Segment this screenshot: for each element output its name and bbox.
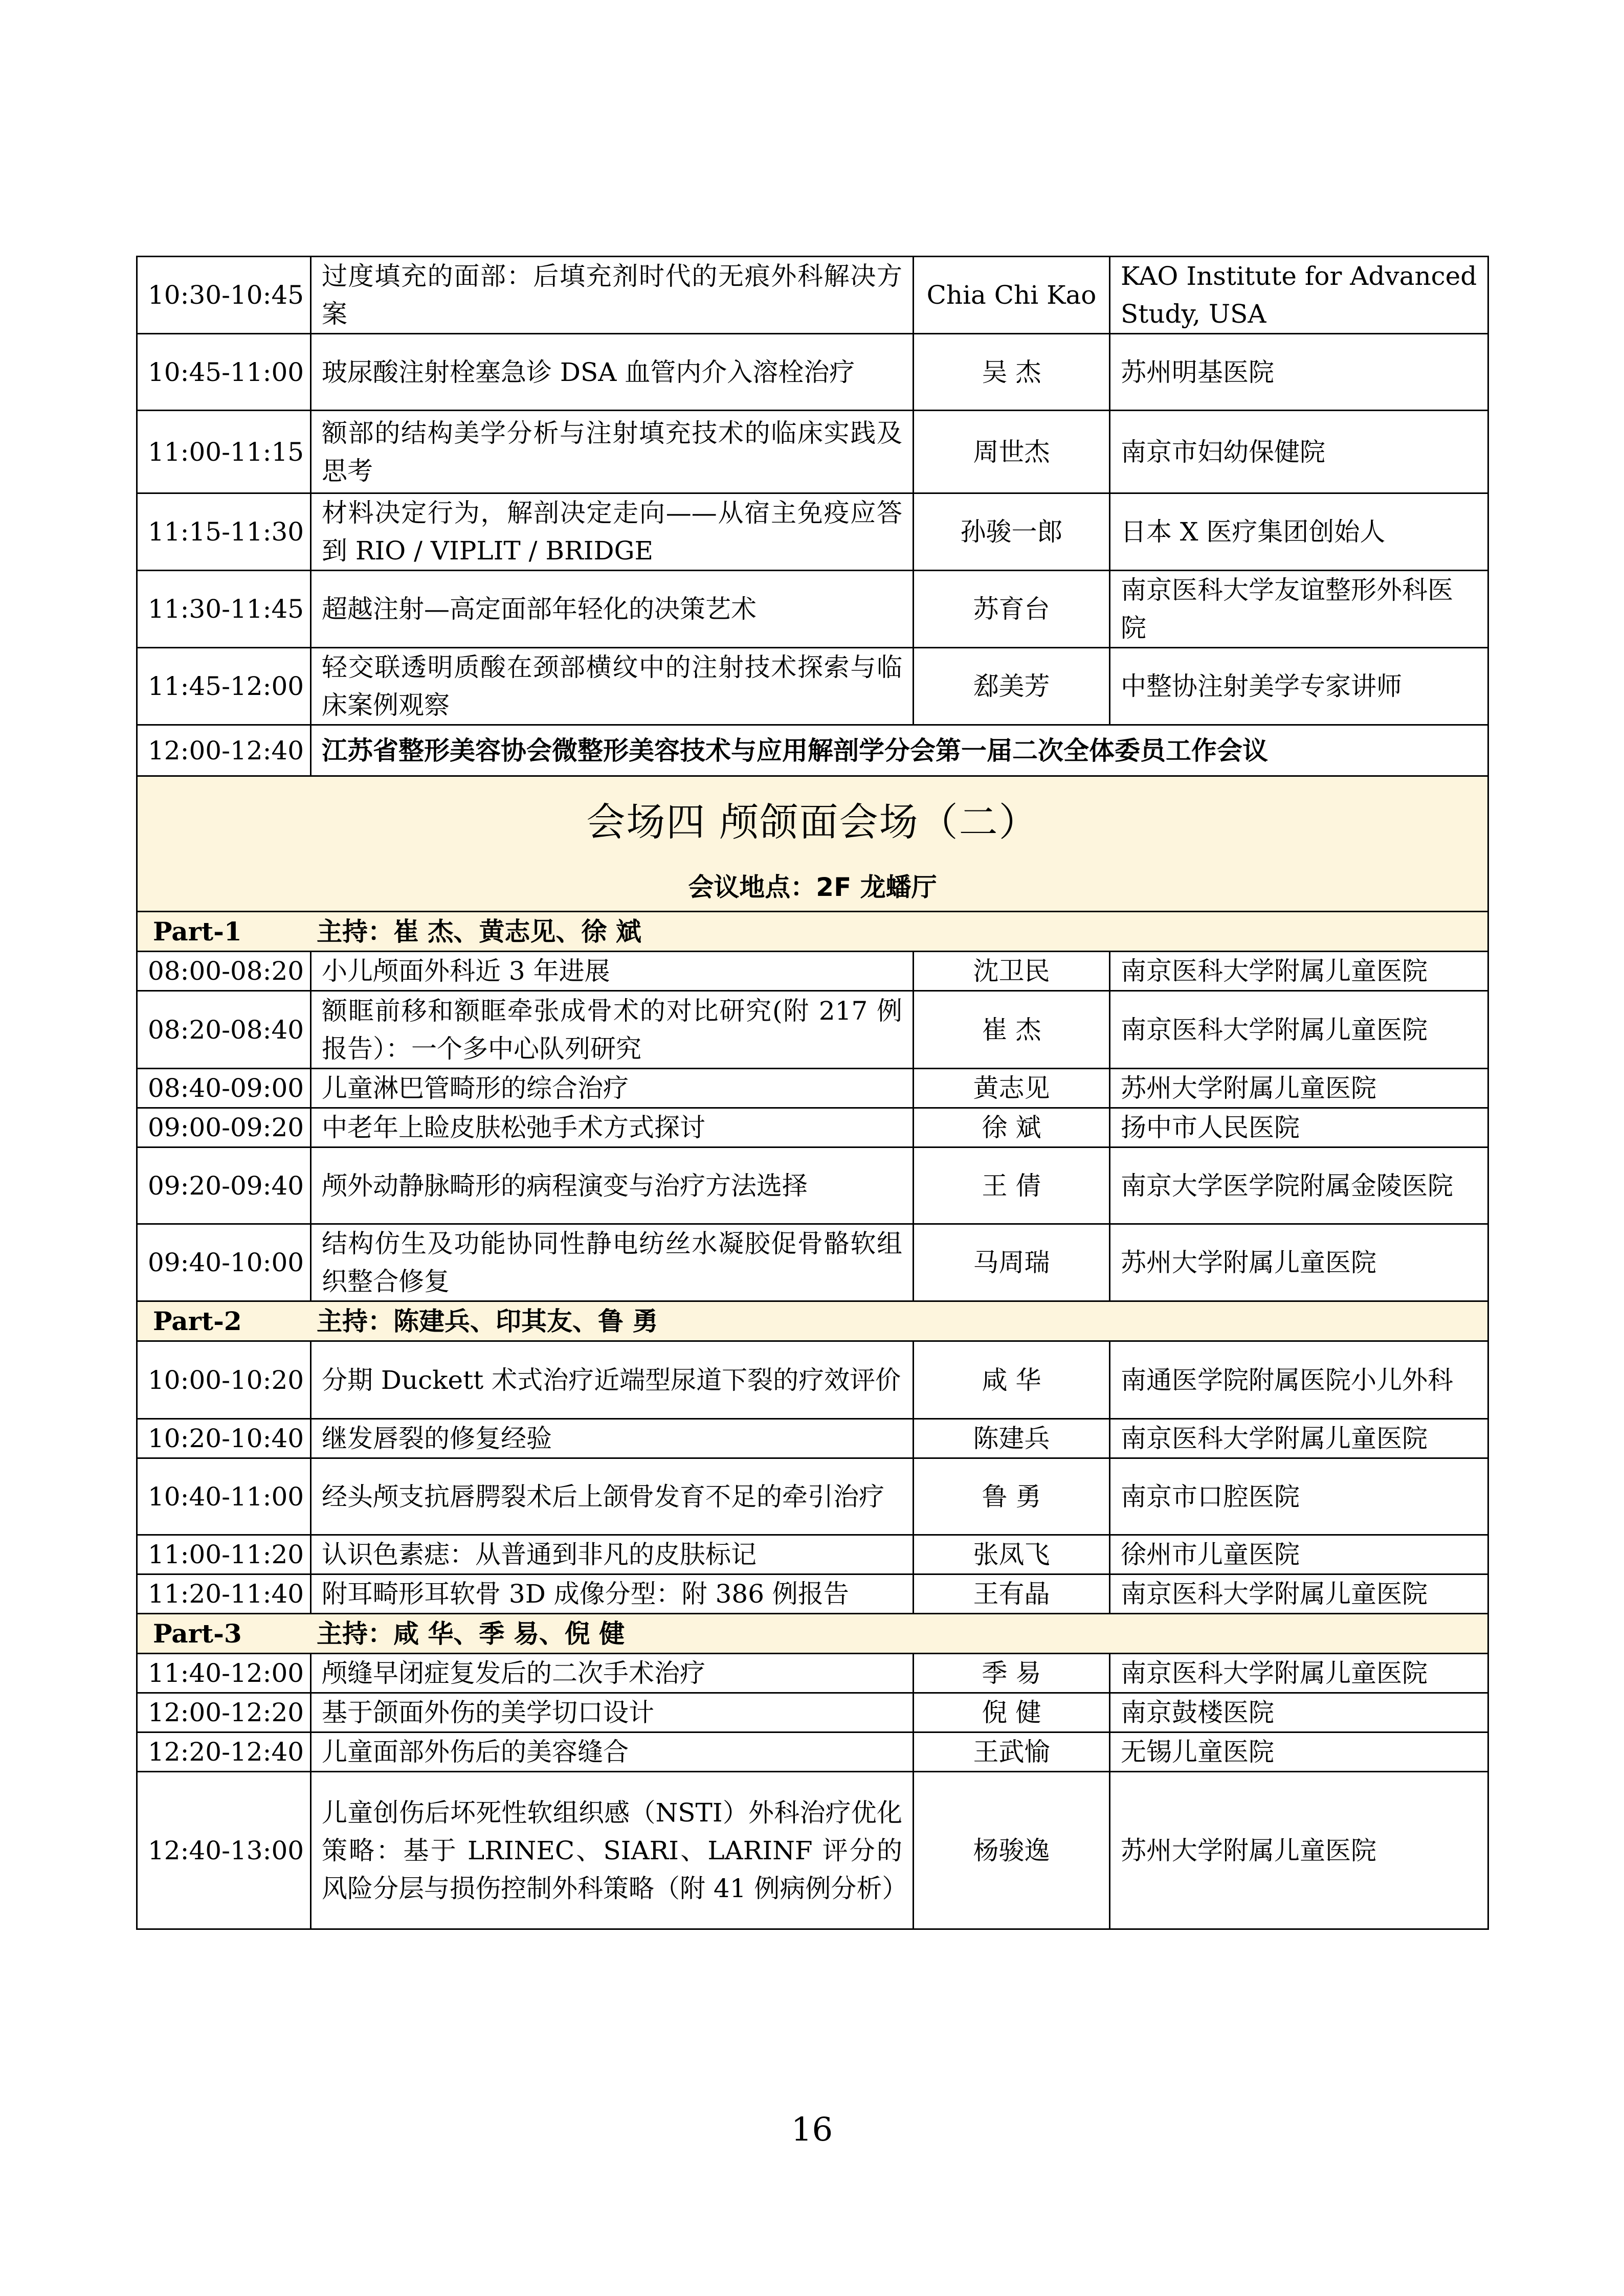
session-time: 09:40-10:00: [137, 1224, 311, 1301]
session-speaker: 郄美芳: [914, 648, 1110, 725]
session-time: 10:00-10:20: [137, 1341, 311, 1419]
session-topic: 结构仿生及功能协同性静电纺丝水凝胶促骨骼软组织整合修复: [311, 1224, 914, 1301]
table-row: [137, 1147, 1488, 1224]
session-org: 南京医科大学附属儿童医院: [1110, 1654, 1488, 1693]
session-speaker: 王有晶: [914, 1574, 1110, 1614]
session-top-rows: [137, 257, 1488, 725]
session-org: 南京市妇幼保健院: [1110, 411, 1488, 493]
session-speaker: 苏育台: [914, 571, 1110, 648]
session-topic: 超越注射—高定面部年轻化的决策艺术: [311, 571, 914, 648]
session-org: 南京医科大学附属儿童医院: [1110, 952, 1488, 991]
session-speaker: 沈卫民: [914, 952, 1110, 991]
session-org: KAO Institute for Advanced Study, USA: [1110, 257, 1488, 334]
meeting-row: [137, 725, 1488, 776]
session-topic: 继发唇裂的修复经验: [311, 1419, 914, 1458]
session-topic: 儿童淋巴管畸形的综合治疗: [311, 1069, 914, 1108]
session-topic: 玻尿酸注射栓塞急诊 DSA 血管内介入溶栓治疗: [311, 334, 914, 411]
table-row: [137, 991, 1488, 1069]
session-time: 08:20-08:40: [137, 991, 311, 1069]
session-time: 10:45-11:00: [137, 334, 311, 411]
venue-title: 会场四 颅颌面会场（二）: [586, 799, 1039, 845]
meeting-time: 12:00-12:40: [137, 725, 311, 776]
part-header-row: [137, 1614, 1488, 1654]
session-org: 南通医学院附属医院小儿外科: [1110, 1341, 1488, 1419]
venue-location: 会议地点：2F 龙蟠厅: [688, 872, 937, 902]
session-time: 12:40-13:00: [137, 1772, 311, 1929]
session-time: 10:30-10:45: [137, 257, 311, 334]
session-speaker: 马周瑞: [914, 1224, 1110, 1301]
part-host: 主持：咸 华、季 易、倪 健: [317, 1618, 625, 1649]
table-row: [137, 334, 1488, 411]
session-speaker: 张凤飞: [914, 1535, 1110, 1574]
table-row: [137, 952, 1488, 991]
session-topic: 颅外动静脉畸形的病程演变与治疗方法选择: [311, 1147, 914, 1224]
session-org: 扬中市人民医院: [1110, 1108, 1488, 1147]
meeting-text: 江苏省整形美容协会微整形美容技术与应用解剖学分会第一届二次全体委员工作会议: [311, 725, 1488, 776]
part-header-row: [137, 912, 1488, 952]
part-label: Part-3: [153, 1618, 242, 1649]
session-org: 苏州大学附属儿童医院: [1110, 1069, 1488, 1108]
session-topic: 基于颌面外伤的美学切口设计: [311, 1693, 914, 1732]
table-row: [137, 648, 1488, 725]
venue-header: [137, 776, 1488, 912]
session-speaker: 王武愉: [914, 1732, 1110, 1772]
session-speaker: 杨骏逸: [914, 1772, 1110, 1929]
session-topic: 儿童面部外伤后的美容缝合: [311, 1732, 914, 1772]
session-speaker: 吴 杰: [914, 334, 1110, 411]
session-speaker: Chia Chi Kao: [914, 257, 1110, 334]
session-time: 11:00-11:15: [137, 411, 311, 493]
session-org: 南京医科大学附属儿童医院: [1110, 1574, 1488, 1614]
session-org: 苏州大学附属儿童医院: [1110, 1224, 1488, 1301]
session-org: 南京大学医学院附属金陵医院: [1110, 1147, 1488, 1224]
session-speaker: 孙骏一郎: [914, 493, 1110, 571]
session-org: 中整协注射美学专家讲师: [1110, 648, 1488, 725]
session-speaker: 黄志见: [914, 1069, 1110, 1108]
session-topic: 额眶前移和额眶牵张成骨术的对比研究(附 217 例报告）：一个多中心队列研究: [311, 991, 914, 1069]
session-speaker: 陈建兵: [914, 1419, 1110, 1458]
table-row: [137, 1693, 1488, 1732]
session-topic: 材料决定行为，解剖决定走向——从宿主免疫应答到 RIO / VIPLIT / BRIDGE: [311, 493, 914, 571]
session-speaker: 咸 华: [914, 1341, 1110, 1419]
table-row: [137, 1224, 1488, 1301]
table-row: [137, 257, 1488, 334]
session-org: 苏州大学附属儿童医院: [1110, 1772, 1488, 1929]
session-org: 无锡儿童医院: [1110, 1732, 1488, 1772]
session-time: 11:30-11:45: [137, 571, 311, 648]
session-topic: 轻交联透明质酸在颈部横纹中的注射技术探索与临床案例观察: [311, 648, 914, 725]
part-host: 主持：崔 杰、黄志见、徐 斌: [317, 916, 641, 947]
table-row: [137, 1574, 1488, 1614]
session-speaker: 倪 健: [914, 1693, 1110, 1732]
parts-rows: [137, 912, 1488, 1929]
session-time: 10:40-11:00: [137, 1458, 311, 1535]
session-org: 日本 X 医疗集团创始人: [1110, 493, 1488, 571]
session-speaker: 崔 杰: [914, 991, 1110, 1069]
table-row: [137, 1535, 1488, 1574]
session-topic: 过度填充的面部：后填充剂时代的无痕外科解决方案: [311, 257, 914, 334]
table-row: [137, 1419, 1488, 1458]
session-time: 12:00-12:20: [137, 1693, 311, 1732]
table-row: [137, 1108, 1488, 1147]
session-org: 南京医科大学友谊整形外科医院: [1110, 571, 1488, 648]
session-org: 南京鼓楼医院: [1110, 1693, 1488, 1732]
session-speaker: 季 易: [914, 1654, 1110, 1693]
table-row: [137, 1732, 1488, 1772]
session-time: 12:20-12:40: [137, 1732, 311, 1772]
session-time: 11:45-12:00: [137, 648, 311, 725]
table-row: [137, 1341, 1488, 1419]
table-row: [137, 571, 1488, 648]
session-time: 10:20-10:40: [137, 1419, 311, 1458]
session-time: 09:20-09:40: [137, 1147, 311, 1224]
session-topic: 认识色素痣：从普通到非凡的皮肤标记: [311, 1535, 914, 1574]
part-host: 主持：陈建兵、印其友、鲁 勇: [317, 1306, 658, 1336]
page-number: 16: [791, 2111, 833, 2149]
session-speaker: 徐 斌: [914, 1108, 1110, 1147]
table-row: [137, 493, 1488, 571]
part-header-row: [137, 1301, 1488, 1341]
session-time: 11:15-11:30: [137, 493, 311, 571]
table-row: [137, 411, 1488, 493]
table-row: [137, 1458, 1488, 1535]
schedule-table: [136, 256, 1489, 1930]
session-speaker: 鲁 勇: [914, 1458, 1110, 1535]
session-time: 11:40-12:00: [137, 1654, 311, 1693]
session-speaker: 周世杰: [914, 411, 1110, 493]
session-org: 南京医科大学附属儿童医院: [1110, 991, 1488, 1069]
session-topic: 中老年上睑皮肤松弛手术方式探讨: [311, 1108, 914, 1147]
table-row: [137, 1772, 1488, 1929]
meeting-section: [137, 725, 1488, 912]
session-topic: 经头颅支抗唇腭裂术后上颌骨发育不足的牵引治疗: [311, 1458, 914, 1535]
session-speaker: 王 倩: [914, 1147, 1110, 1224]
session-org: 苏州明基医院: [1110, 334, 1488, 411]
session-topic: 额部的结构美学分析与注射填充技术的临床实践及思考: [311, 411, 914, 493]
session-org: 徐州市儿童医院: [1110, 1535, 1488, 1574]
session-org: 南京医科大学附属儿童医院: [1110, 1419, 1488, 1458]
session-time: 11:00-11:20: [137, 1535, 311, 1574]
session-topic: 小儿颅面外科近 3 年进展: [311, 952, 914, 991]
session-time: 09:00-09:20: [137, 1108, 311, 1147]
table-row: [137, 1069, 1488, 1108]
session-org: 南京市口腔医院: [1110, 1458, 1488, 1535]
session-time: 11:20-11:40: [137, 1574, 311, 1614]
part-label: Part-2: [153, 1305, 242, 1336]
session-topic: 附耳畸形耳软骨 3D 成像分型：附 386 例报告: [311, 1574, 914, 1614]
session-time: 08:40-09:00: [137, 1069, 311, 1108]
table-row: [137, 1654, 1488, 1693]
part-label: Part-1: [153, 916, 242, 947]
session-topic: 分期 Duckett 术式治疗近端型尿道下裂的疗效评价: [311, 1341, 914, 1419]
session-time: 08:00-08:20: [137, 952, 311, 991]
session-topic: 儿童创伤后坏死性软组织感（NSTI）外科治疗优化策略：基于 LRINEC、SIARI、LARINF 评分的风险分层与损伤控制外科策略（附 41 例病例分析）: [311, 1772, 914, 1929]
session-topic: 颅缝早闭症复发后的二次手术治疗: [311, 1654, 914, 1693]
